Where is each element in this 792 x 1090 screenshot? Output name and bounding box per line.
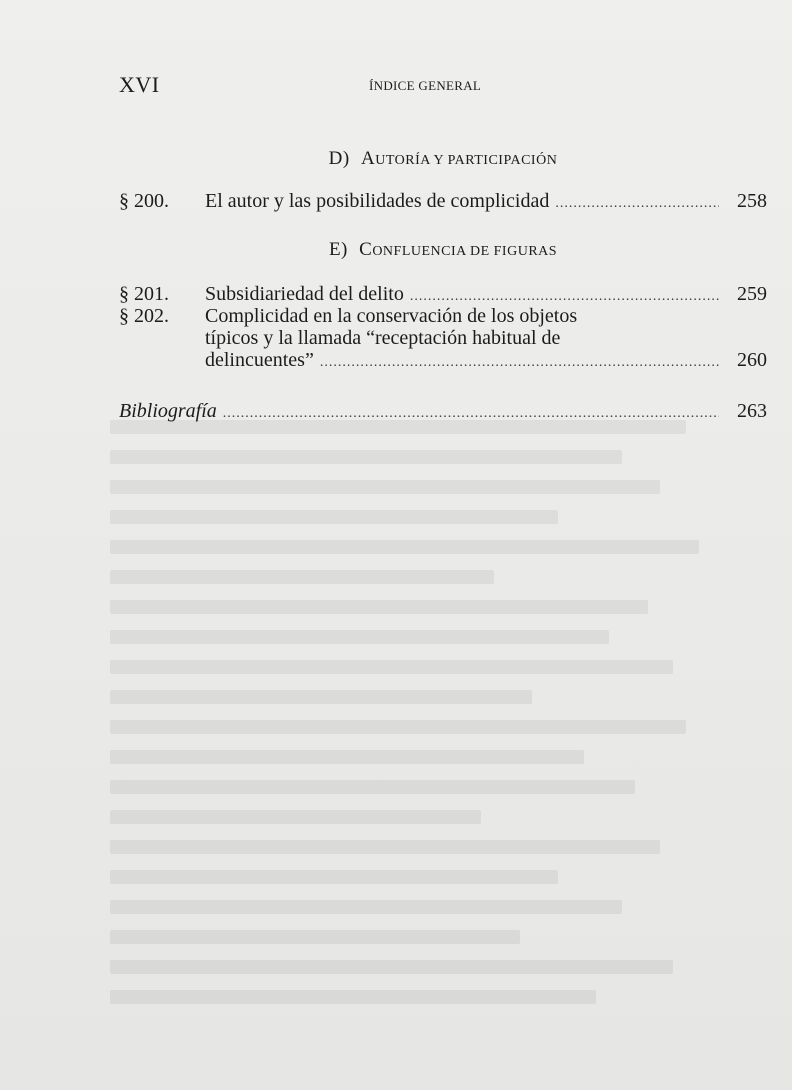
dot-leader (223, 403, 719, 425)
entry-number: § 200. (119, 190, 169, 212)
toc-entry-bibliography[interactable] (119, 400, 767, 425)
entry-title-line: delincuentes” (205, 349, 314, 371)
bleed-through-texture (110, 420, 750, 1060)
entry-title-line: típicos y la llamada “receptación habitual de (205, 327, 561, 349)
entry-page-number: 260 (737, 349, 767, 371)
dot-leader (320, 352, 719, 374)
toc-entry-200[interactable] (119, 190, 767, 212)
section-title-rest: ONFLUENCIA DE FIGURAS (372, 244, 558, 259)
section-letter: E) (328, 239, 348, 260)
running-head (119, 72, 767, 96)
dot-leader (555, 193, 719, 215)
section-letter: D) (328, 148, 350, 169)
toc-entry-202[interactable] (119, 305, 767, 371)
running-head-title: ÍNDICE GENERAL (369, 78, 482, 93)
section-title-rest: UTORÍA Y PARTICIPACIÓN (375, 153, 558, 168)
bibliography-label: Bibliografía (119, 400, 217, 422)
bibliography-page-number: 263 (737, 400, 767, 422)
section-heading-e (119, 239, 767, 261)
page-folio: XVI (119, 72, 160, 97)
section-heading-d (119, 148, 767, 170)
entry-title-line: El autor y las posibilidades de complicidad (205, 190, 550, 212)
entry-number: § 201. (119, 283, 169, 305)
toc-entry-201[interactable] (119, 283, 767, 305)
section-first-cap: C (359, 239, 373, 260)
entry-title-line: Complicidad en la conservación de los objetos (205, 305, 578, 327)
entry-title-line: Subsidiariedad del delito (205, 283, 404, 305)
entry-page-number: 259 (737, 283, 767, 305)
section-first-cap: A (360, 148, 376, 169)
entry-number: § 202. (119, 305, 169, 327)
entry-page-number: 258 (737, 190, 767, 212)
